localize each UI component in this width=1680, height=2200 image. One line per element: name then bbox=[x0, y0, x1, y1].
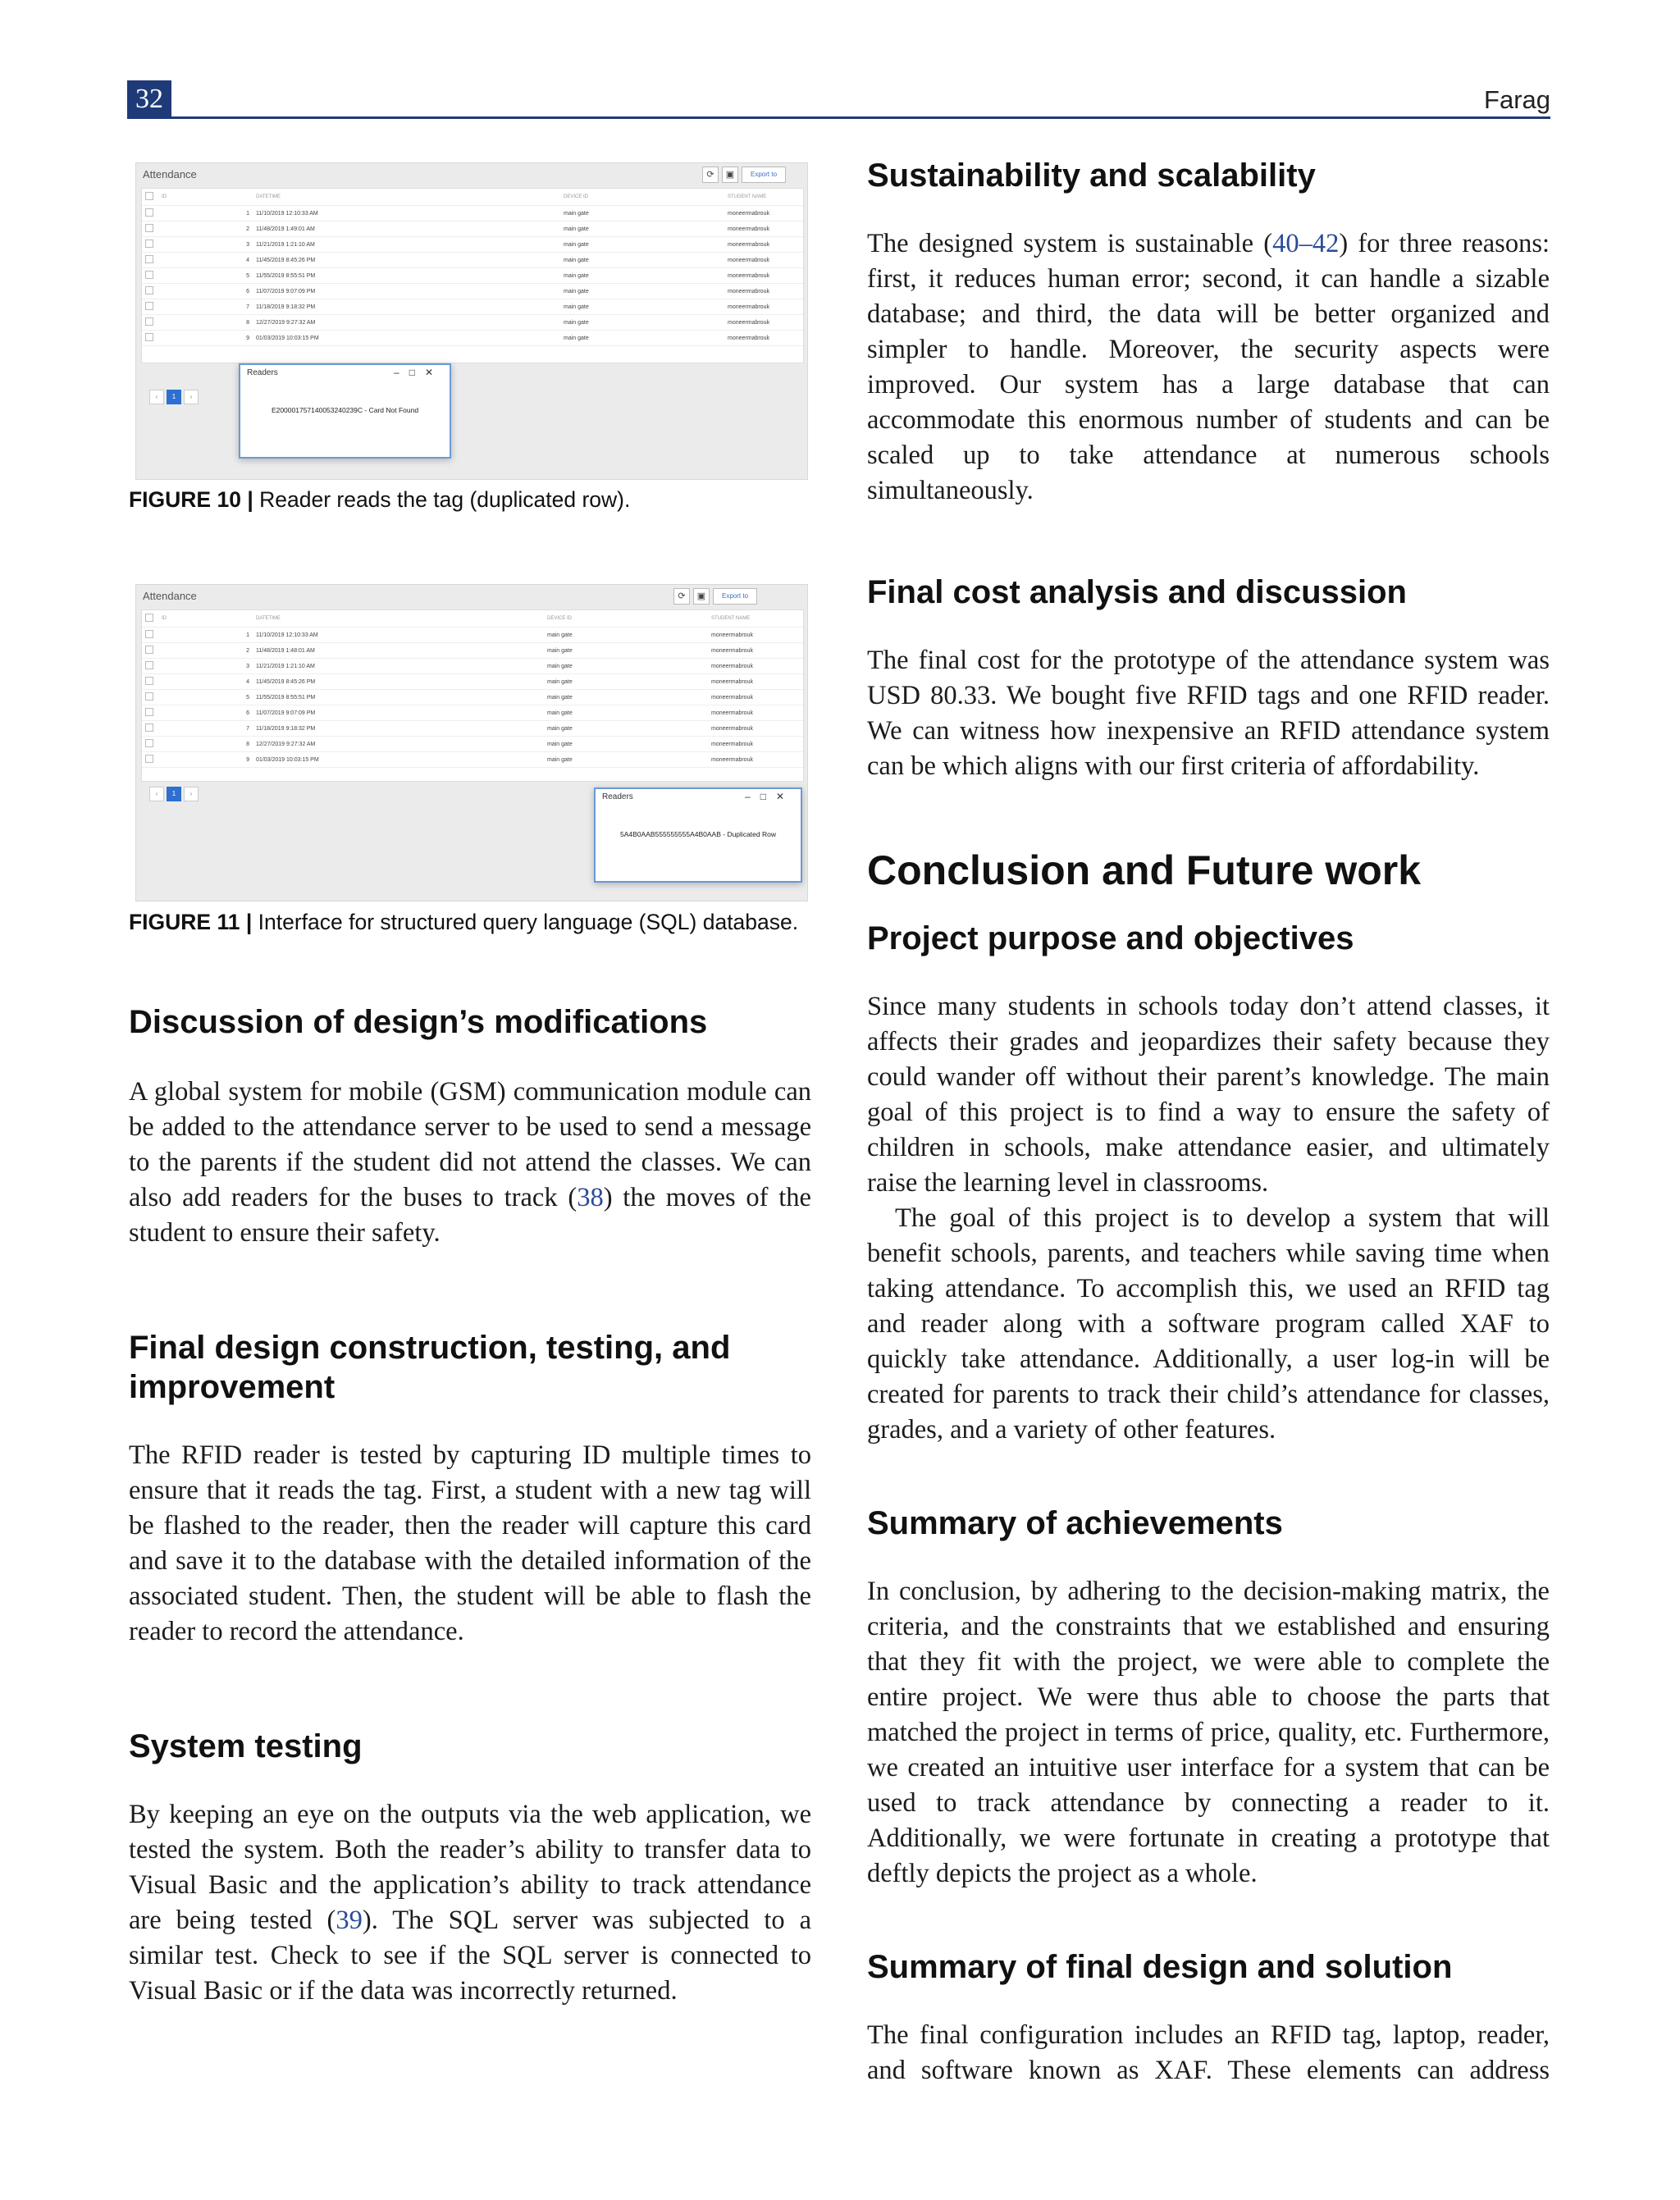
section-heading-final-design: Final design construction, testing, and improvement bbox=[129, 1330, 731, 1405]
cell-datetime: 12/27/2019 9:27:32 AM bbox=[253, 737, 544, 752]
export-button[interactable]: Export to bbox=[742, 167, 786, 183]
col-datetime-header[interactable]: DATETIME bbox=[253, 610, 544, 628]
cell-device: main gate bbox=[544, 659, 708, 674]
cell-id: 4 bbox=[158, 253, 253, 268]
cell-device: main gate bbox=[560, 299, 724, 315]
cell-datetime: 11/48/2019 1:48:01 AM bbox=[253, 643, 544, 659]
section-heading-conclusion: Conclusion and Future work bbox=[867, 847, 1422, 893]
cell-datetime: 01/03/2019 10:03:15 PM bbox=[253, 331, 560, 346]
row-checkbox[interactable] bbox=[145, 224, 153, 232]
grid-header-row bbox=[142, 610, 803, 628]
cell-device: main gate bbox=[544, 752, 708, 768]
table-row[interactable] bbox=[142, 752, 803, 768]
row-checkbox[interactable] bbox=[145, 677, 153, 685]
cell-id: 6 bbox=[158, 284, 253, 299]
col-device-header[interactable]: DEVICE ID bbox=[560, 189, 724, 206]
cell-device: main gate bbox=[544, 721, 708, 737]
page-header bbox=[127, 80, 1550, 118]
section-heading-system-testing: System testing bbox=[129, 1728, 363, 1764]
paragraph-cost-analysis: The final cost for the prototype of the attendance system was USD 80.33. We bought five RFID tags and one RFID reader. We can witness how inexpensive an RFID attendance system can be which aligns with our first criteria of affordability. bbox=[867, 646, 1550, 781]
cell-id: 9 bbox=[158, 752, 253, 768]
paragraph-purpose-1: Since many students in schools today don’t attend classes, it affects their grades and jeopardizes their safety because they could wander off without their parent’s knowledge. The main goal of this project is to find a way to ensure the safety of children in schools, make attendance easier, and ultimately raise the learning level in classrooms. bbox=[867, 992, 1550, 1198]
running-head: Farag bbox=[1484, 85, 1550, 114]
prev-page-button[interactable]: ‹ bbox=[149, 390, 164, 404]
cell-student: moneermabrouk bbox=[708, 752, 803, 768]
cell-student: moneermabrouk bbox=[724, 315, 803, 331]
row-checkbox[interactable] bbox=[145, 317, 153, 326]
table-row[interactable] bbox=[142, 206, 803, 221]
col-device-header[interactable]: DEVICE ID bbox=[544, 610, 708, 628]
attendance-grid bbox=[141, 188, 804, 363]
window-controls[interactable]: –□✕ bbox=[745, 791, 794, 802]
cell-id: 8 bbox=[158, 737, 253, 752]
cell-id: 5 bbox=[158, 690, 253, 705]
cell-device: main gate bbox=[560, 206, 724, 221]
row-checkbox[interactable] bbox=[145, 646, 153, 654]
row-checkbox[interactable] bbox=[145, 723, 153, 732]
col-id-header[interactable]: ID bbox=[158, 610, 253, 628]
row-checkbox[interactable] bbox=[145, 755, 153, 763]
row-checkbox[interactable] bbox=[145, 271, 153, 279]
layout-icon[interactable]: ▣ bbox=[693, 588, 710, 605]
cell-student: moneermabrouk bbox=[708, 705, 803, 721]
paragraph-final-design: The RFID reader is tested by capturing ID multiple times to ensure that it reads the tag. First, a student with a new tag will be flashed to the reader, then the reader will capture this card and save it to the database with the detailed information of the associated student. Then, the student will be able to flash the reader to record the attendance. bbox=[129, 1440, 811, 1646]
figure-10-label: FIGURE 10 | bbox=[129, 487, 253, 512]
citation-link[interactable]: 38 bbox=[577, 1183, 604, 1212]
pager bbox=[149, 390, 201, 404]
cell-student: moneermabrouk bbox=[708, 628, 803, 643]
cell-student: moneermabrouk bbox=[724, 284, 803, 299]
cell-id: 1 bbox=[158, 206, 253, 221]
refresh-icon[interactable]: ⟳ bbox=[702, 167, 719, 183]
section-heading-sustainability: Sustainability and scalability bbox=[867, 157, 1316, 194]
col-student-header[interactable]: STUDENT NAME bbox=[724, 189, 803, 206]
row-checkbox[interactable] bbox=[145, 661, 153, 669]
cell-device: main gate bbox=[560, 331, 724, 346]
paragraph-design-modifications: A global system for mobile (GSM) communication module can be added to the attendance server to be used to send a message to the parents if the student did not attend the classes. We can also add readers for the buses to track (38) the moves of the student to ensure their safety. bbox=[129, 1077, 811, 1248]
figure-10-caption-text: Reader reads the tag (duplicated row). bbox=[259, 487, 631, 512]
cell-student: moneermabrouk bbox=[708, 643, 803, 659]
cell-datetime: 11/07/2019 9:07:09 PM bbox=[253, 705, 544, 721]
right-column bbox=[867, 156, 1550, 2088]
cell-student: moneermabrouk bbox=[724, 299, 803, 315]
cell-student: moneermabrouk bbox=[708, 721, 803, 737]
table-row[interactable] bbox=[142, 705, 803, 721]
cell-student: moneermabrouk bbox=[724, 221, 803, 237]
window-controls[interactable]: –□✕ bbox=[394, 367, 443, 378]
cell-id: 4 bbox=[158, 674, 253, 690]
row-checkbox[interactable] bbox=[145, 630, 153, 638]
row-checkbox[interactable] bbox=[145, 240, 153, 248]
next-page-button[interactable]: › bbox=[184, 390, 199, 404]
paragraph-final-solution: The final configuration includes an RFID tag, laptop, reader, and software known as XAF. These elements can address bbox=[867, 2020, 1550, 2085]
row-checkbox[interactable] bbox=[145, 208, 153, 217]
cell-device: main gate bbox=[560, 237, 724, 253]
table-row[interactable] bbox=[142, 674, 803, 690]
cell-device: main gate bbox=[544, 628, 708, 643]
table-row[interactable] bbox=[142, 659, 803, 674]
layout-icon[interactable]: ▣ bbox=[722, 167, 738, 183]
cell-datetime: 11/21/2019 1:21:10 AM bbox=[253, 237, 560, 253]
header-rule bbox=[127, 116, 1550, 119]
section-heading-achievements: Summary of achievements bbox=[867, 1505, 1283, 1541]
cell-student: moneermabrouk bbox=[708, 737, 803, 752]
table-row[interactable] bbox=[142, 284, 803, 299]
figure-11-caption-text: Interface for structured query language (SQL) database. bbox=[258, 910, 799, 934]
cell-student: moneermabrouk bbox=[708, 659, 803, 674]
cell-datetime: 01/03/2019 10:03:15 PM bbox=[253, 752, 544, 768]
cell-device: main gate bbox=[560, 253, 724, 268]
cell-id: 3 bbox=[158, 237, 253, 253]
col-id-header[interactable]: ID bbox=[158, 189, 253, 206]
dialog-title: Readers bbox=[247, 368, 278, 377]
row-checkbox[interactable] bbox=[145, 708, 153, 716]
col-datetime-header[interactable]: DATETIME bbox=[253, 189, 560, 206]
row-checkbox[interactable] bbox=[145, 739, 153, 747]
table-row[interactable] bbox=[142, 268, 803, 284]
export-button[interactable]: Export to bbox=[713, 588, 757, 605]
cell-id: 2 bbox=[158, 643, 253, 659]
cell-datetime: 11/45/2019 8:45:26 PM bbox=[253, 253, 560, 268]
prev-page-button[interactable]: ‹ bbox=[149, 787, 164, 801]
cell-id: 3 bbox=[158, 659, 253, 674]
cell-device: main gate bbox=[544, 643, 708, 659]
cell-datetime: 12/27/2019 9:27:32 AM bbox=[253, 315, 560, 331]
cell-datetime: 11/45/2019 8:45:26 PM bbox=[253, 674, 544, 690]
left-column bbox=[129, 1002, 811, 2009]
readers-dialog bbox=[239, 363, 451, 459]
dialog-message: 5A4B0AAB555555555A4B0AAB - Duplicated Row bbox=[620, 830, 776, 838]
cell-id: 6 bbox=[158, 705, 253, 721]
page-1-button[interactable]: 1 bbox=[167, 787, 181, 801]
cell-datetime: 11/18/2019 9:18:32 PM bbox=[253, 721, 544, 737]
section-heading-cost-analysis: Final cost analysis and discussion bbox=[867, 574, 1407, 610]
row-checkbox[interactable] bbox=[145, 333, 153, 341]
cell-id: 7 bbox=[158, 299, 253, 315]
table-row[interactable] bbox=[142, 253, 803, 268]
figure-11-screenshot bbox=[135, 584, 808, 901]
section-heading-design-modifications: Discussion of design’s modifications bbox=[129, 1004, 708, 1040]
readers-dialog bbox=[594, 787, 802, 883]
refresh-icon[interactable]: ⟳ bbox=[673, 588, 690, 605]
cell-student: moneermabrouk bbox=[724, 331, 803, 346]
cell-device: main gate bbox=[544, 674, 708, 690]
section-heading-purpose: Project purpose and objectives bbox=[867, 920, 1354, 956]
cell-datetime: 11/21/2019 1:21:10 AM bbox=[253, 659, 544, 674]
select-all-checkbox[interactable] bbox=[145, 614, 153, 622]
dialog-title: Readers bbox=[602, 792, 633, 801]
cell-datetime: 11/10/2019 12:10:33 AM bbox=[253, 628, 544, 643]
next-page-button[interactable]: › bbox=[184, 787, 199, 801]
table-row[interactable] bbox=[142, 299, 803, 315]
section-heading-final-solution: Summary of final design and solution bbox=[867, 1949, 1453, 1985]
table-row[interactable] bbox=[142, 737, 803, 752]
citation-link[interactable]: 39 bbox=[336, 1906, 363, 1935]
cell-datetime: 11/18/2019 9:18:32 PM bbox=[253, 299, 560, 315]
cell-device: main gate bbox=[560, 284, 724, 299]
cell-student: moneermabrouk bbox=[724, 206, 803, 221]
cell-id: 9 bbox=[158, 331, 253, 346]
cell-id: 5 bbox=[158, 268, 253, 284]
table-row[interactable] bbox=[142, 237, 803, 253]
toolbar bbox=[673, 588, 757, 605]
citation-link[interactable]: 40 bbox=[1272, 229, 1299, 258]
paragraph-sustainability: The designed system is sustainable (40–42) for three reasons: first, it reduces human error; second, it can handle a sizable database; and third, the data will be better organized and simpler to handle. Moreover, the security aspects were improved. Our system has a large database that can accommodate this enormous number of students and can be scaled up to take attendance at numerous schools simultaneously. bbox=[867, 229, 1550, 505]
cell-device: main gate bbox=[544, 737, 708, 752]
cell-student: moneermabrouk bbox=[708, 690, 803, 705]
page-number: 32 bbox=[127, 80, 171, 118]
cell-student: moneermabrouk bbox=[724, 237, 803, 253]
table-row[interactable] bbox=[142, 221, 803, 237]
cell-device: main gate bbox=[544, 690, 708, 705]
dialog-message: E200001757140053240239C - Card Not Found bbox=[271, 406, 419, 414]
cell-datetime: 11/55/2019 8:55:51 PM bbox=[253, 268, 560, 284]
table-row[interactable] bbox=[142, 315, 803, 331]
paragraph-achievements: In conclusion, by adhering to the decision-making matrix, the criteria, and the constraints that we established and ensuring that they fit with the project, we were able to complete the entire project. We were thus able to choose the parts that matched the project in terms of price, quality, etc. Furthermore, we created an intuitive user interface for a system that can be used to track attendance by connecting a reader to it. Additionally, we were fortunate in creating a prototype that deftly depicts the project as a whole. bbox=[867, 1577, 1550, 1888]
cell-student: moneermabrouk bbox=[724, 268, 803, 284]
cell-device: main gate bbox=[560, 315, 724, 331]
col-student-header[interactable]: STUDENT NAME bbox=[708, 610, 803, 628]
toolbar bbox=[702, 167, 786, 183]
figure-10-caption bbox=[129, 486, 810, 513]
row-checkbox[interactable] bbox=[145, 255, 153, 263]
grid-header-row bbox=[142, 189, 803, 206]
cell-student: moneermabrouk bbox=[708, 674, 803, 690]
figure-11-label: FIGURE 11 | bbox=[129, 910, 253, 934]
row-checkbox[interactable] bbox=[145, 692, 153, 701]
cell-datetime: 11/48/2019 1:49:01 AM bbox=[253, 221, 560, 237]
table-row[interactable] bbox=[142, 643, 803, 659]
cell-datetime: 11/55/2019 8:55:51 PM bbox=[253, 690, 544, 705]
table-row[interactable] bbox=[142, 628, 803, 643]
table-row[interactable] bbox=[142, 690, 803, 705]
table-row[interactable] bbox=[142, 721, 803, 737]
attendance-title: Attendance bbox=[143, 168, 197, 180]
pager bbox=[149, 787, 201, 801]
table-row[interactable] bbox=[142, 331, 803, 346]
cell-datetime: 11/10/2019 12:10:33 AM bbox=[253, 206, 560, 221]
attendance-title: Attendance bbox=[143, 590, 197, 602]
cell-datetime: 11/07/2019 9:07:09 PM bbox=[253, 284, 560, 299]
citation-link[interactable]: 42 bbox=[1312, 229, 1340, 258]
paragraph-system-testing: By keeping an eye on the outputs via the web application, we tested the system. Both the reader’s ability to transfer data to Visual Basic and the application’s ability to track attendance are being tested (39). The SQL server was subjected to a similar test. Check to see if the SQL server is connected to Visual Basic or if the data was incorrectly returned. bbox=[129, 1800, 811, 2006]
page-1-button[interactable]: 1 bbox=[167, 390, 181, 404]
cell-id: 1 bbox=[158, 628, 253, 643]
cell-id: 8 bbox=[158, 315, 253, 331]
attendance-grid bbox=[141, 609, 804, 782]
row-checkbox[interactable] bbox=[145, 286, 153, 294]
cell-student: moneermabrouk bbox=[724, 253, 803, 268]
paragraph-purpose-2: The goal of this project is to develop a system that will benefit schools, parents, and teachers while saving time when taking attendance. To accomplish this, we used an RFID tag and reader along with a software program called XAF to quickly take attendance. Additionally, a user log-in will be created for parents to track their child’s attendance for classes, grades, and a variety of other features. bbox=[867, 1203, 1550, 1445]
cell-device: main gate bbox=[544, 705, 708, 721]
figure-11-caption bbox=[129, 908, 818, 936]
select-all-checkbox[interactable] bbox=[145, 192, 153, 200]
cell-device: main gate bbox=[560, 221, 724, 237]
row-checkbox[interactable] bbox=[145, 302, 153, 310]
cell-device: main gate bbox=[560, 268, 724, 284]
figure-10-screenshot bbox=[135, 162, 808, 480]
cell-id: 2 bbox=[158, 221, 253, 237]
cell-id: 7 bbox=[158, 721, 253, 737]
